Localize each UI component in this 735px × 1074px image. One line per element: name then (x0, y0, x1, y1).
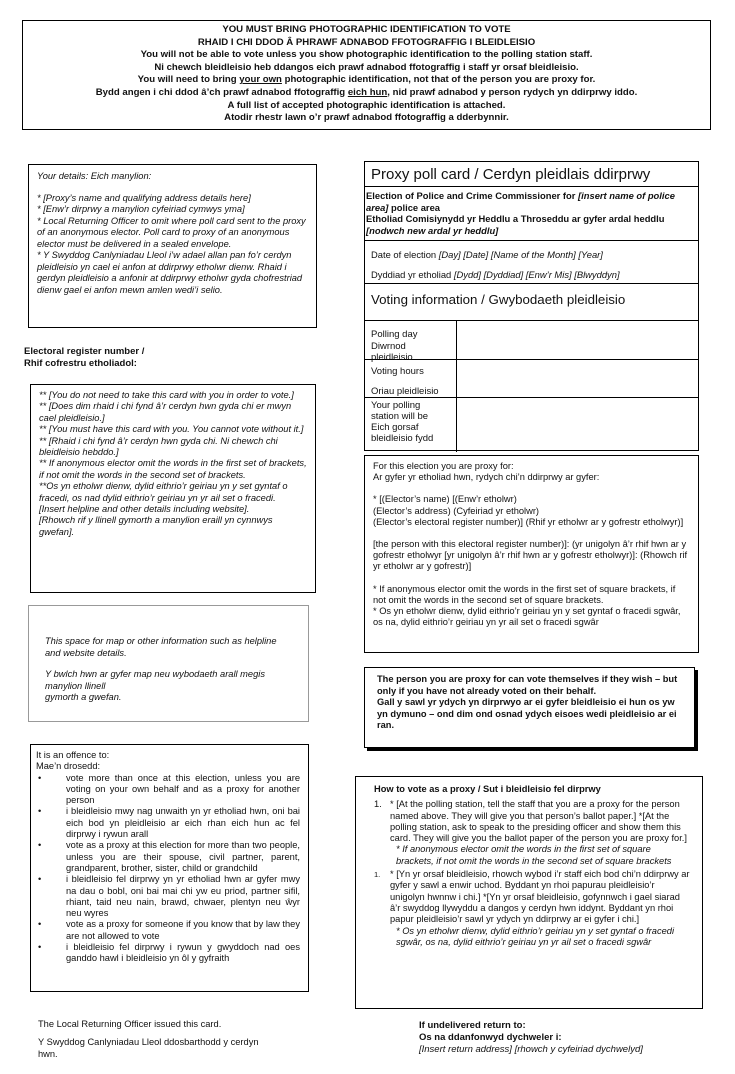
polling-station-row (365, 397, 698, 452)
card-title: Proxy poll card / Cerdyn pleidlais ddirprwy (371, 166, 651, 183)
notes-line: [Rhowch rif y llinell gymorth a manylion eraill yn cynnwys gwefan]. (39, 515, 273, 537)
notes-line: [Insert helpline and other details including website]. (39, 504, 250, 515)
notes-line: ** [Does dim rhaid i chi fynd â’r cerdyn hwn gyda chi er mwyn cael pleidleisio.] (39, 401, 292, 423)
poll-card-box (364, 161, 699, 451)
election-date (365, 240, 698, 283)
label-line: Your polling station will be (371, 400, 429, 422)
list-item: • i bleidleisio fel dirprwy i rywun y gwyddoch nad oes ganddo hawl i bleidleisio yn ôl y gyfraith (36, 942, 300, 965)
proxy-line: * [(Elector’s name) [(Enw’r etholwr) (373, 494, 517, 505)
banner-line: Ni chewch bleidleisio heb ddangos eich prawf adnabod ffotograffig i staff yr orsaf bleidleisio. (154, 61, 579, 73)
election-info (365, 186, 698, 240)
map-space-box (28, 605, 309, 722)
banner-line: You will not be able to vote unless you show photographic identification to the polling station staff. (140, 49, 593, 61)
banner-line: RHAID I CHI DDOD Â PHRAWF ADNABOD FFOTOGRAFFIG I BLEIDLEISIO (197, 36, 536, 48)
polling-day-row (365, 320, 698, 364)
label-line: Eich gorsaf bleidleisio fydd (371, 422, 434, 444)
polling-day-label (365, 321, 457, 364)
proxy-line: * Os yn etholwr dienw, dylid eithrio’r geiriau yn y set gyntaf o fracedi sgwâr, os na, dylid eithrio’r geiriau yn yr ail set o fracedi sgwâr (373, 606, 681, 628)
how-to-text: * [Yn yr orsaf bleidleisio, rhowch wybod i’r staff eich bod chi’n ddirprwy ar gyfer y sawl a enwir uchod. Byddant yn rhoi papurau pleidleisio’r unigolyn hwnnw i chi.] *[Yn yr orsaf bleidleisio, gofynnwch i gael siarad â’r swyddog llywyddu a dangos y cerdyn hwn iddynt. Byddant yn rhoi papur pleidleisio’r sawl yr ydych yn ddirprwy ar ei gyfer i chi.] (390, 869, 690, 925)
offence-box (30, 744, 309, 992)
undelivered-line: If undelivered return to: (419, 1020, 526, 1031)
proxy-line: (Elector’s address) (Cyfeiriad yr etholwr) (373, 505, 540, 516)
details-heading: Your details: Eich manylion: (37, 171, 152, 181)
proxy-for-box (364, 455, 699, 653)
list-item: • vote as a proxy for someone if you know that by law they are not allowed to vote (36, 919, 300, 942)
banner-line: A full list of accepted photographic identification is attached. (227, 99, 506, 111)
details-line: * Y Swyddog Canlyniadau Lleol i’w adael allan pan fo’r cerdyn pleidleisio yn cael ei anfon at ddirprwy etholwr dienw. Rhaid i gerdyn pleidleisio a anfonir at ddirprwy etholwr gyda chofrestriad dienw gael ei anfon mewn amlen wedi’i selio. (37, 250, 303, 295)
map-line: This space for map or other information such as helpline and website details. (45, 636, 277, 658)
undelivered-line: Os na ddanfonwyd dychweler i: (419, 1032, 562, 1043)
how-to-heading: How to vote as a proxy / Sut i bleidleisio fel dirprwy (374, 784, 601, 794)
banner-line: Bydd angen i chi ddod â’ch prawf adnabod ffotograffig eich hun, nid prawf adnabod y person rydych yn ddirprwy iddo. (95, 86, 638, 98)
register-line: Electoral register number / (24, 346, 145, 357)
banner-line: Atodir rhestr lawn o’r prawf adnabod ffotograffig a dderbynnir. (224, 112, 509, 124)
banner-line: You will need to bring your own photographic identification, not that of the person you are proxy for. (137, 74, 596, 86)
map-line: Y bwlch hwn ar gyfer map neu wybodaeth arall megis manylion llinell (45, 669, 265, 691)
photo-id-banner (22, 20, 711, 130)
proxy-line: (Elector’s electoral register number)] (Rhif yr etholwr ar y gofrestr etholwyr)] (373, 516, 684, 527)
voting-info-heading: Voting information / Gwybodaeth pleidleisio (365, 283, 698, 320)
offence-list (36, 773, 300, 965)
label-line: Oriau pleidleisio (371, 385, 439, 397)
proxy-line: For this election you are proxy for: (373, 461, 514, 471)
list-item: • vote as a proxy at this election for more than two people, unless you are their spouse, civil partner, parent, grandparent, brother, sister, child or grandchild (36, 840, 300, 874)
issued-line: Y Swyddog Canlyniadau Lleol ddosbarthodd y cerdyn hwn. (38, 1037, 259, 1059)
how-to-item (374, 799, 690, 867)
proxy-line: [the person with this electoral register number)]: (yr unigolyn â’r rhif hwn ar y gofrestr etholwyr [yr unigolyn â’r rhif hwn ar y gofrestr etholwyr)]: (Rhowch rif yr etholwr ar y gofrestr)] (373, 539, 688, 572)
how-to-note: * Os yn etholwr dienw, dylid eithrio’r geiriau yn y set gyntaf o fracedi sgwâr, os na, dylid eithrio’r geiriau yn yr ail set o fracedi sgwâr (396, 925, 675, 947)
undelivered-return (419, 1020, 719, 1056)
how-to-text: * [At the polling station, tell the staff that you are a proxy for the person named above. They will give you that person’s ballot paper.] *[At the polling station, ask to speak to the presiding officer and show them this card. They will give you the ballot paper of the person you are proxy for.] (390, 799, 687, 844)
details-line: * [Proxy’s name and qualifying address details here] (37, 192, 251, 203)
issued-line: The Local Returning Officer issued this card. (38, 1019, 222, 1029)
notes-line: ** [You do not need to take this card with you in order to vote.] (39, 390, 294, 400)
item-number: 1. (374, 870, 381, 880)
can-vote-line: Gall y sawl yr ydych yn dirprwyo ar ei gyfer bleidleisio ei hun os yw yn dymuno – ond dim ond osnad ydych eisoes wedi pleidleisio ar ei ran. (377, 697, 677, 731)
date-line: Dyddiad yr etholiad [Dydd] [Dyddiad] [Enw’r Mis] [Blwyddyn] (371, 268, 620, 280)
your-details-box (28, 164, 317, 328)
map-line: gymorth a gwefan. (45, 692, 122, 702)
notes-line: ** [Rhaid i chi fynd â’r cerdyn hwn gyda chi. Ni chewch chi bleidleisio hebddo.] (39, 435, 278, 458)
voting-hours-label (365, 360, 457, 397)
list-item: • i bleidleisio mwy nag unwaith yn yr etholiad hwn, oni bai eich bod yn pleidleisio ar eich rhan eich hun ac fel dirprwy i rywun arall (36, 806, 300, 840)
can-vote-box (364, 667, 695, 748)
voting-hours-row (365, 359, 698, 397)
offence-heading: It is an offence to: (36, 750, 110, 760)
election-line: Etholiad Comisiynydd yr Heddlu a Throseddu ar gyfer ardal heddlu [nodwch new ardal yr heddlu] (366, 213, 665, 236)
notes-line: **Os yn etholwr dienw, dylid eithrio’r geiriau yn y set gyntaf o fracedi, os nad dylid eithrio’r geiriau yn yr ail set o fracedi. (39, 481, 288, 503)
polling-station-label (365, 398, 457, 452)
details-line: * [Enw’r dirprwy a manylion cyfeiriad cymwys yma] (37, 204, 245, 214)
item-number: 1. (374, 799, 382, 810)
banner-line: YOU MUST BRING PHOTOGRAPHIC IDENTIFICATION TO VOTE (222, 24, 511, 35)
label-line: Voting hours (371, 366, 424, 377)
proxy-line: * If anonymous elector omit the words in the first set of square brackets, if not omit the words in the second set of square brackets. (373, 583, 676, 605)
date-line: Date of election [Day] [Date] [Name of the Month] [Year] (371, 249, 603, 260)
list-item: • vote more than once at this election, unless you are voting on your own behalf and as a proxy for another person (36, 773, 300, 807)
proxy-line: Ar gyfer yr etholiad hwn, rydych chi’n ddirprwy ar gyfer: (373, 472, 600, 483)
list-item: • i bleidleisio fel dirprwy yn yr etholiad hwn ar gyfer mwy na dau o bobl, oni bai mai chi yw eu priod, partner sifil, rhiant, taid neu nain, brawd, chwaer, plentyn neu ŵyr neu wyres (36, 874, 300, 919)
how-to-item (374, 869, 690, 948)
offence-heading: Mae’n drosedd: (36, 761, 101, 772)
how-to-vote-box (355, 776, 703, 1009)
notes-box (30, 384, 316, 593)
register-number-label (24, 346, 224, 369)
issued-text (38, 1019, 268, 1060)
how-to-note: * If anonymous elector omit the words in the first set of square brackets, if not omit the words in the second set of square brackets (396, 844, 672, 866)
label-line: Diwrnod pleidleisio (371, 340, 413, 364)
details-line: * Local Returning Officer to omit where poll card sent to the proxy of an anonymous elector. Poll card to proxy of an anonymous elector must be delivered in a sealed envelope. (37, 215, 306, 249)
election-line: Election of Police and Crime Commissioner for [insert name of police area] police area (366, 190, 675, 213)
label-line: Polling day (371, 329, 418, 340)
notes-line: ** [You must have this card with you. You cannot vote without it.] (39, 424, 304, 435)
notes-line: ** If anonymous elector omit the words in the first set of brackets, if not omit the words in the second set of brackets. (39, 458, 307, 480)
can-vote-line: The person you are proxy for can vote themselves if they wish – but only if you have not already voted on their behalf. (377, 674, 678, 696)
undelivered-line: [Insert return address] [rhowch y cyfeiriad dychwelyd] (419, 1044, 643, 1055)
register-line: Rhif cofrestru etholiadol: (24, 357, 137, 369)
